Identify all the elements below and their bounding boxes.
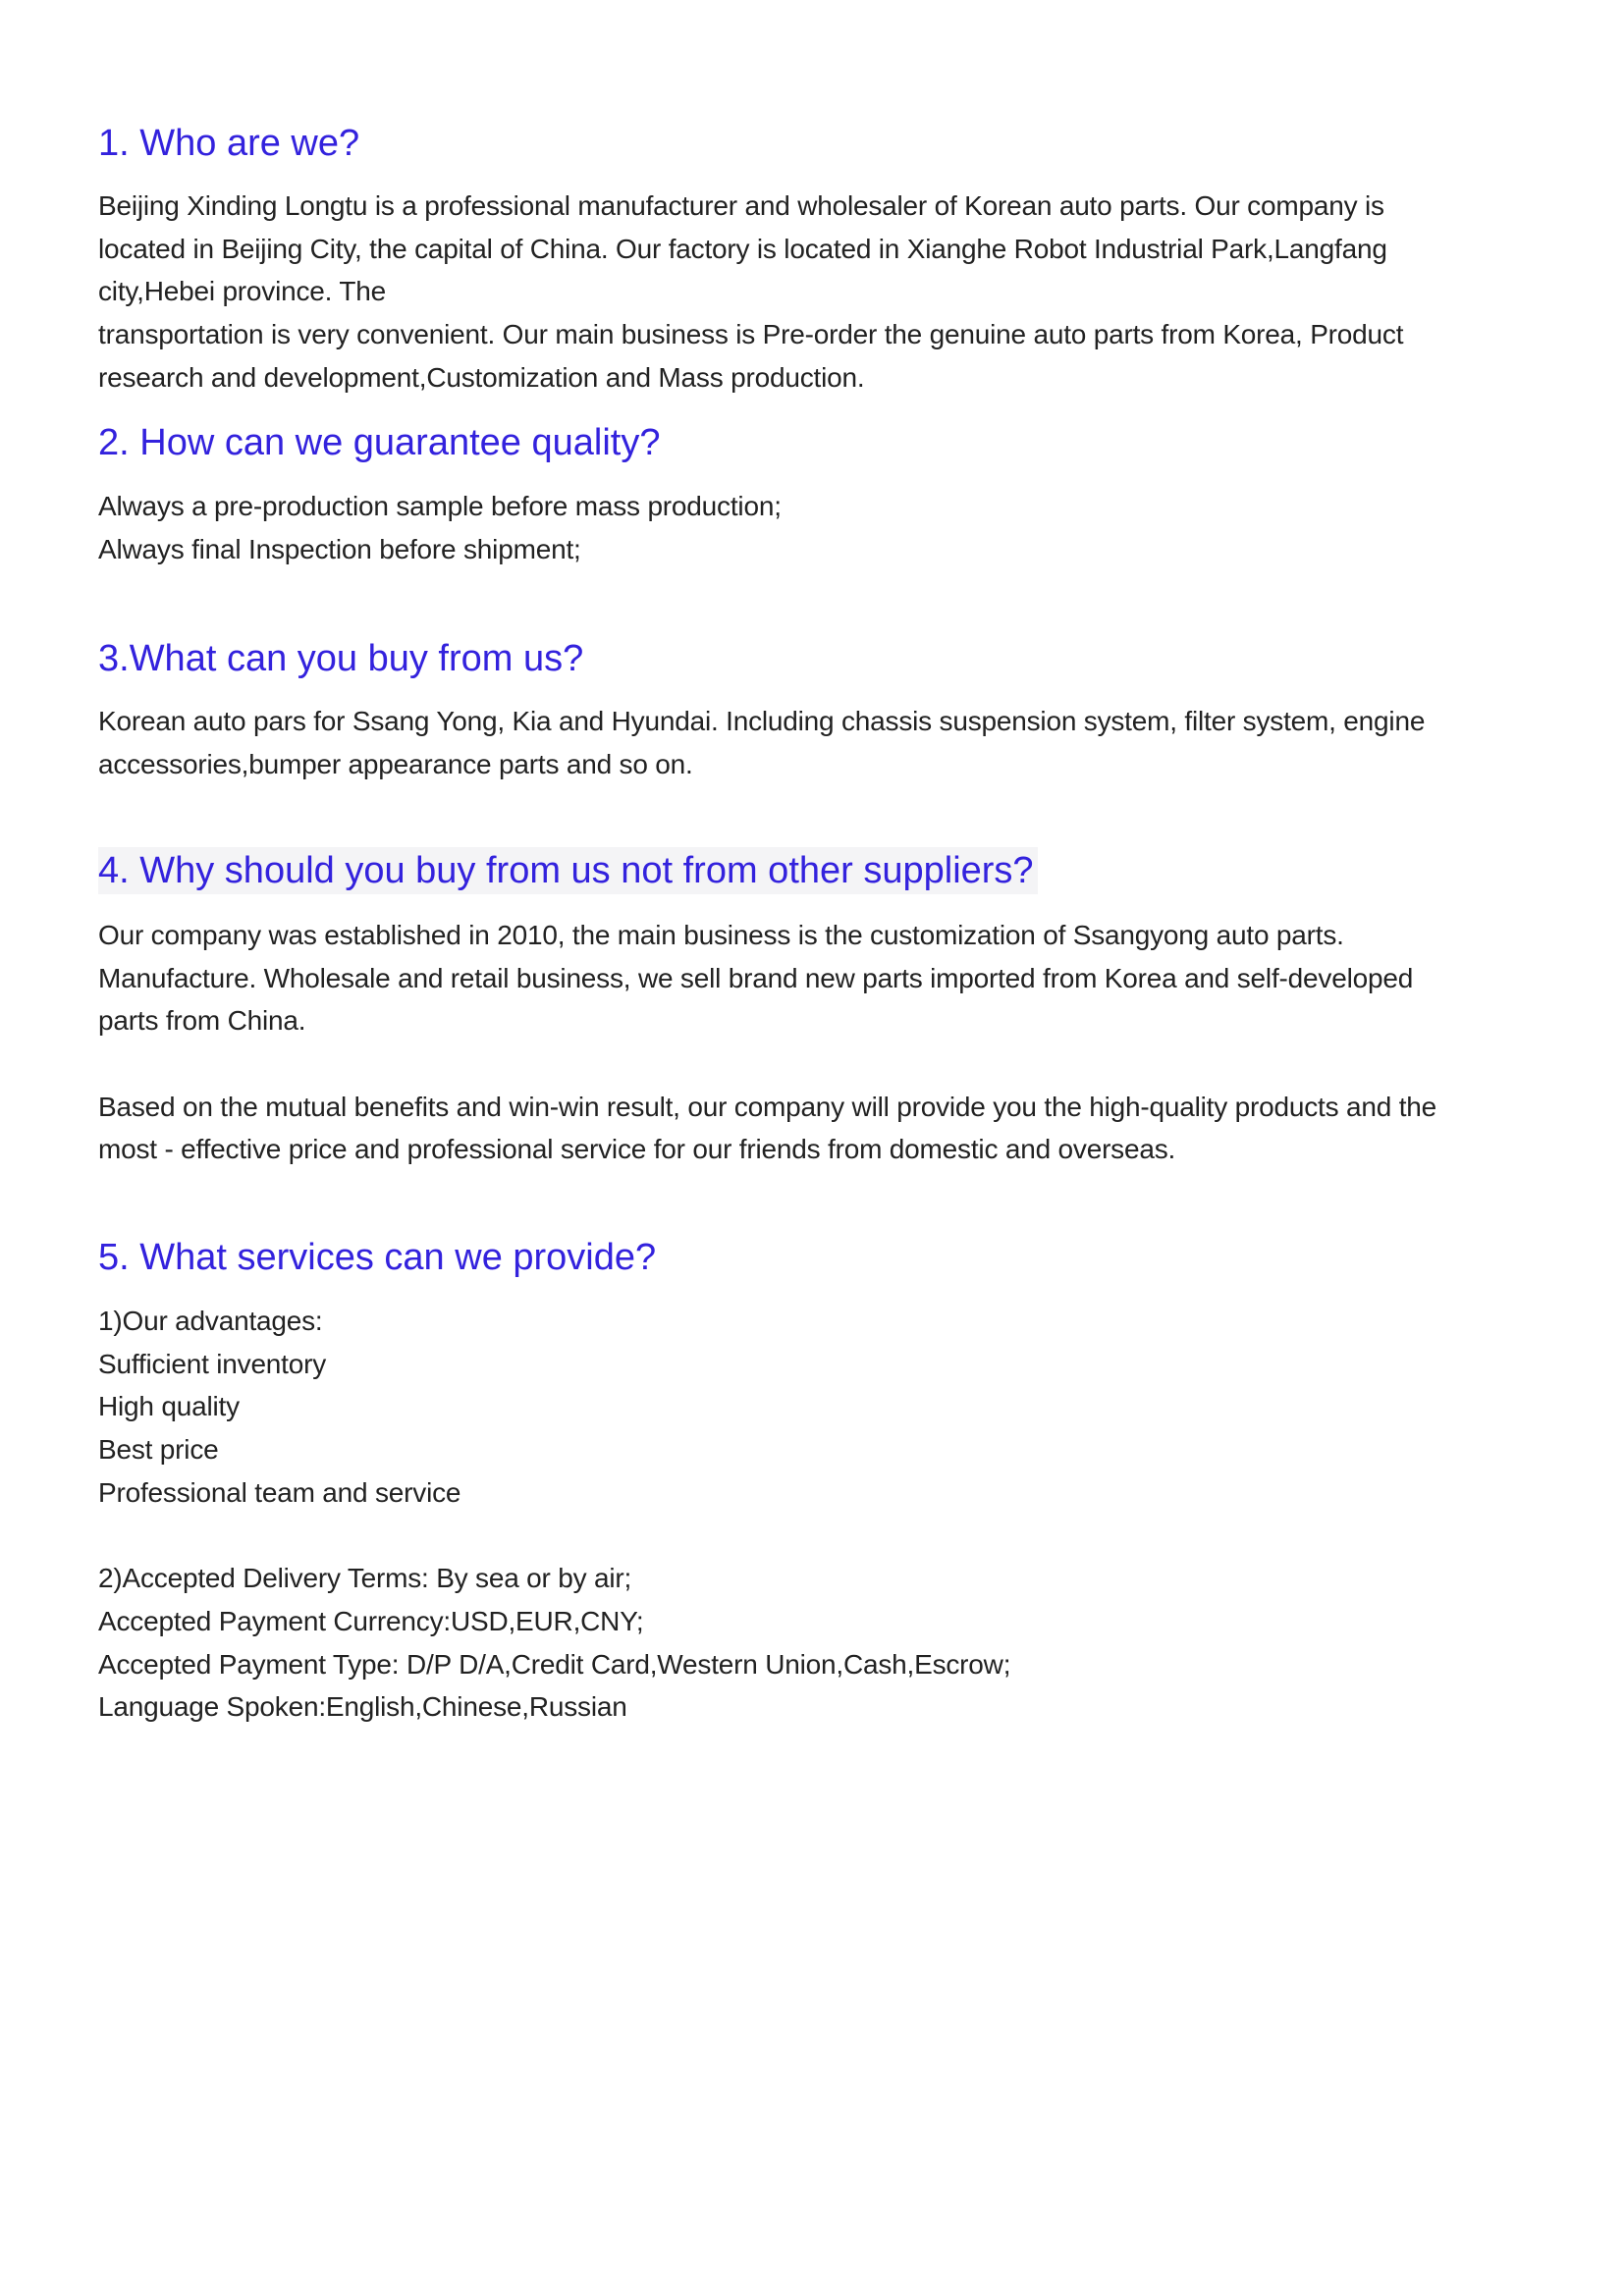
heading-who-are-we: 1. Who are we? (98, 123, 360, 164)
paragraph-services (98, 1300, 1010, 1729)
text-line: Accepted Payment Type: D/P D/A,Credit Card,Western Union,Cash,Escrow; (98, 1648, 1011, 1680)
text-line: Based on the mutual benefits and win-win result, our company will provide you the high-quality products and the (98, 1091, 1437, 1122)
paragraph-why-us (98, 914, 1436, 1171)
text-line: Always final Inspection before shipment; (98, 533, 581, 564)
heading-services: 5. What services can we provide? (98, 1237, 657, 1278)
heading-why-us: 4. Why should you buy from us not from other suppliers? (98, 847, 1038, 894)
text-line: Professional team and service (98, 1476, 461, 1508)
text-line: city,Hebei province. The (98, 276, 386, 307)
text-line: Korean auto pars for Ssang Yong, Kia and Hyundai. Including chassis suspension system, filter system, engine (98, 706, 1426, 736)
text-line: Best price (98, 1434, 219, 1466)
text-line: Language Spoken:English,Chinese,Russian (98, 1691, 627, 1723)
text-line: located in Beijing City, the capital of China. Our factory is located in Xianghe Robot Industrial Park,Langfang (98, 233, 1387, 264)
text-line (98, 1042, 1436, 1086)
paragraph-what-to-buy (98, 700, 1425, 785)
paragraph-quality (98, 485, 782, 570)
text-line: parts from China. (98, 1005, 306, 1037)
text-line: transportation is very convenient. Our main business is Pre-order the genuine auto parts from Korea, Product (98, 319, 1404, 350)
text-line: Beijing Xinding Longtu is a professional manufacturer and wholesaler of Korean auto parts. Our company is (98, 190, 1384, 221)
text-line: High quality (98, 1391, 240, 1422)
text-line: most - effective price and professional service for our friends from domestic and overseas. (98, 1134, 1176, 1165)
text-line: 2)Accepted Delivery Terms: By sea or by air; (98, 1563, 632, 1594)
text-line: 1)Our advantages: (98, 1306, 323, 1336)
text-line: accessories,bumper appearance parts and so on. (98, 748, 693, 779)
text-line (98, 1514, 1010, 1557)
paragraph-who-are-we (98, 185, 1403, 399)
heading-what-to-buy: 3.What can you buy from us? (98, 638, 584, 679)
text-line: Sufficient inventory (98, 1348, 327, 1379)
heading-quality: 2. How can we guarantee quality? (98, 422, 661, 463)
text-line: Manufacture. Wholesale and retail business, we sell brand new parts imported from Korea and self-developed (98, 962, 1414, 993)
text-line: Accepted Payment Currency:USD,EUR,CNY; (98, 1605, 644, 1636)
text-line: Always a pre-production sample before mass production; (98, 491, 782, 521)
text-line: research and development,Customization and Mass production. (98, 361, 865, 393)
text-line: Our company was established in 2010, the main business is the customization of Ssangyong auto parts. (98, 920, 1344, 950)
